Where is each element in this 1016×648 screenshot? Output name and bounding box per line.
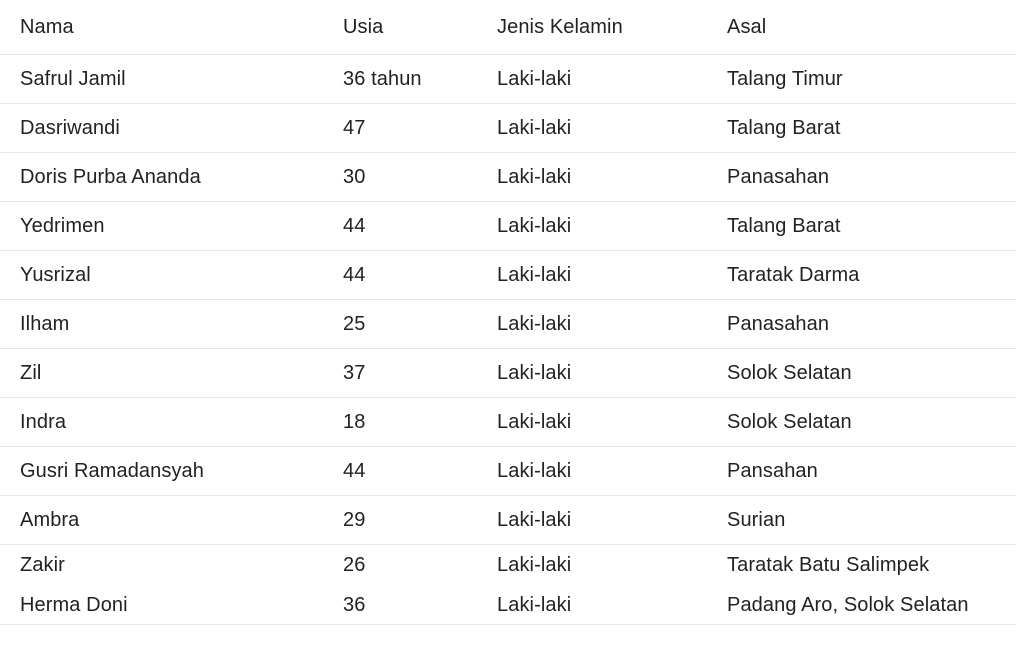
- cell-jenis-kelamin: Laki-laki: [497, 555, 572, 575]
- cell-nama: Safrul Jamil: [20, 69, 126, 89]
- cell-jenis-kelamin: Laki-laki: [497, 167, 572, 187]
- table-row: [0, 447, 1016, 496]
- table-row: [0, 251, 1016, 300]
- column-header-jenis-kelamin: Jenis Kelamin: [497, 17, 623, 37]
- cell-jenis-kelamin: Laki-laki: [497, 69, 572, 89]
- cell-jenis-kelamin: Laki-laki: [497, 265, 572, 285]
- cell-nama: Zakir: [20, 555, 65, 575]
- table-row: [0, 349, 1016, 398]
- cell-usia: 18: [343, 412, 366, 432]
- cell-asal: Padang Aro, Solok Selatan: [727, 594, 969, 615]
- table-row: [0, 545, 1016, 585]
- cell-nama: Doris Purba Ananda: [20, 167, 201, 187]
- column-header-nama: Nama: [20, 17, 74, 37]
- table-row: [0, 202, 1016, 251]
- cell-usia: 36 tahun: [343, 69, 422, 89]
- cell-nama: Zil: [20, 363, 42, 383]
- cell-nama: Ambra: [20, 510, 80, 530]
- cell-usia: 26: [343, 555, 366, 575]
- cell-nama: Ilham: [20, 314, 70, 334]
- cell-asal: Pansahan: [727, 461, 818, 481]
- cell-asal: Talang Barat: [727, 118, 841, 138]
- cell-usia: 36: [343, 594, 366, 615]
- table-row: [0, 398, 1016, 447]
- cell-nama: Gusri Ramadansyah: [20, 461, 205, 481]
- cell-jenis-kelamin: Laki-laki: [497, 216, 572, 236]
- table-body: [0, 55, 1016, 625]
- cell-jenis-kelamin: Laki-laki: [497, 510, 572, 530]
- cell-usia: 25: [343, 314, 366, 334]
- cell-asal: Talang Timur: [727, 69, 843, 89]
- cell-asal: Panasahan: [727, 167, 830, 187]
- cell-jenis-kelamin: Laki-laki: [497, 363, 572, 383]
- cell-jenis-kelamin: Laki-laki: [497, 412, 572, 432]
- cell-asal: Panasahan: [727, 314, 830, 334]
- cell-nama: Yusrizal: [20, 265, 91, 285]
- cell-jenis-kelamin: Laki-laki: [497, 594, 572, 615]
- cell-asal: Talang Barat: [727, 216, 841, 236]
- cell-usia: 47: [343, 118, 366, 138]
- table-row: [0, 300, 1016, 349]
- table-row: [0, 153, 1016, 202]
- table-row: [0, 55, 1016, 104]
- cell-usia: 30: [343, 167, 366, 187]
- table-row: [0, 585, 1016, 625]
- table-header-row: [0, 0, 1016, 55]
- cell-jenis-kelamin: Laki-laki: [497, 314, 572, 334]
- cell-usia: 29: [343, 510, 366, 530]
- cell-usia: 44: [343, 265, 366, 285]
- cell-jenis-kelamin: Laki-laki: [497, 118, 572, 138]
- cell-usia: 37: [343, 363, 366, 383]
- cell-asal: Solok Selatan: [727, 363, 852, 383]
- cell-nama: Yedrimen: [20, 216, 105, 236]
- cell-nama: Indra: [20, 412, 67, 432]
- cell-nama: Dasriwandi: [20, 118, 120, 138]
- cell-asal: Solok Selatan: [727, 412, 852, 432]
- column-header-usia: Usia: [343, 17, 384, 37]
- cell-asal: Surian: [727, 510, 786, 530]
- cell-usia: 44: [343, 461, 366, 481]
- column-header-asal: Asal: [727, 17, 767, 37]
- table-row: [0, 104, 1016, 153]
- cell-asal: Taratak Darma: [727, 265, 860, 285]
- cell-jenis-kelamin: Laki-laki: [497, 461, 572, 481]
- cell-nama: Herma Doni: [20, 594, 128, 615]
- cell-usia: 44: [343, 216, 366, 236]
- table-row: [0, 496, 1016, 545]
- cell-asal: Taratak Batu Salimpek: [727, 555, 930, 575]
